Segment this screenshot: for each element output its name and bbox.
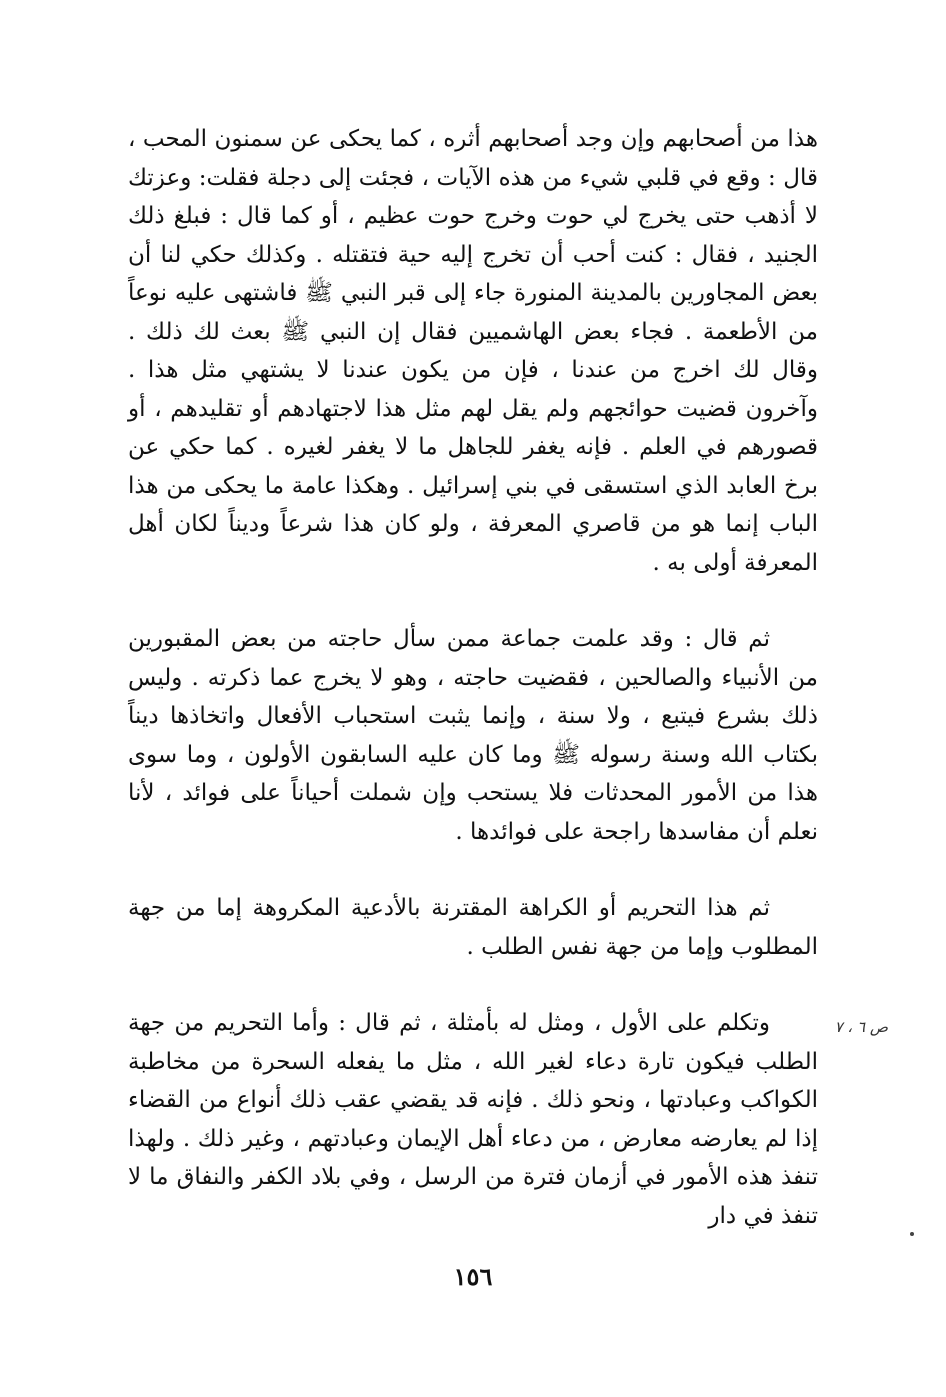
paragraph-4: وتكلم على الأول ، ومثل له بأمثلة ، ثم قال : وأما التحريم من جهة الطلب فيكون تارة دعاء لغير الله ، مثل ما يفعله السحرة من مخاطبة الكواكب وعبادتها ، ونحو ذلك . فإنه قد يقضي عقب ذلك أنواع من القضاء إذا لم يعارضه معارض ، من دعاء أهل الإيمان وعبادتهم ، وغير ذلك . ولهذا تنفذ هذه الأمور في أزمان فترة من الرسل ، وفي بلاد الكفر والنفاق ما لا تنفذ في دار: [128, 1010, 818, 1229]
paragraph-3: ثم هذا التحريم أو الكراهة المقترنة بالأدعية المكروهة إما من جهة المطلوب وإما من جهة نفس الطلب .: [128, 895, 818, 960]
margin-note: ص ٦ ، ٧: [834, 1018, 888, 1036]
paragraph-2: ثم قال : وقد علمت جماعة ممن سأل حاجته من بعض المقبورين من الأنبياء والصالحين ، فقضيت حاجته ، وهو لا يخرج عما ذكرته . وليس ذلك بشرع فيتبع ، ولا سنة ، وإنما يثبت استحباب الأفعال واتخاذها ديناً بكتاب الله وسنة رسوله ﷺ وما كان عليه السابقون الأولون ، وما سوى هذا من الأمور المحدثات فلا يستحب وإن شملت أحياناً على فوائد ، لأنا نعلم أن مفاسدها راجحة على فوائدها .: [128, 626, 818, 845]
paragraph-1: هذا من أصحابهم وإن وجد أصحابهم أثره ، كما يحكى عن سمنون المحب ، قال : وقع في قلبي شيء من هذه الآيات ، فجئت إلى دجلة فقلت: وعزتك لا أذهب حتى يخرج لي حوت وخرج حوت عظيم ، أو كما قال : فبلغ ذلك الجنيد ، فقال : كنت أحب أن تخرج إليه حية فتقتله . وكذلك حكي لنا أن بعض المجاورين بالمدينة المنورة جاء إلى قبر النبي ﷺ فاشتهى عليه نوعاً من الأطعمة . فجاء بعض الهاشميين فقال إن النبي ﷺ بعث لك ذلك . وقال لك اخرج من عندنا ، فإن من يكون عندنا لا يشتهي مثل هذا . وآخرون قضيت حوائجهم ولم يقل لهم مثل هذا لاجتهادهم أو تقليدهم ، أو قصورهم في العلم . فإنه يغفر للجاهل ما لا يغفر لغيره . كما حكي عن برخ العابد الذي استسقى في بني إسرائيل . وهكذا عامة ما يحكى من هذا الباب إنما هو من قاصري المعرفة ، ولو كان هذا شرعاً وديناً لكان أهل المعرفة أولى به .: [128, 126, 818, 576]
margin-dot: [910, 1232, 914, 1236]
page-number: ١٥٦: [453, 1262, 493, 1291]
page-body: [128, 120, 818, 1235]
